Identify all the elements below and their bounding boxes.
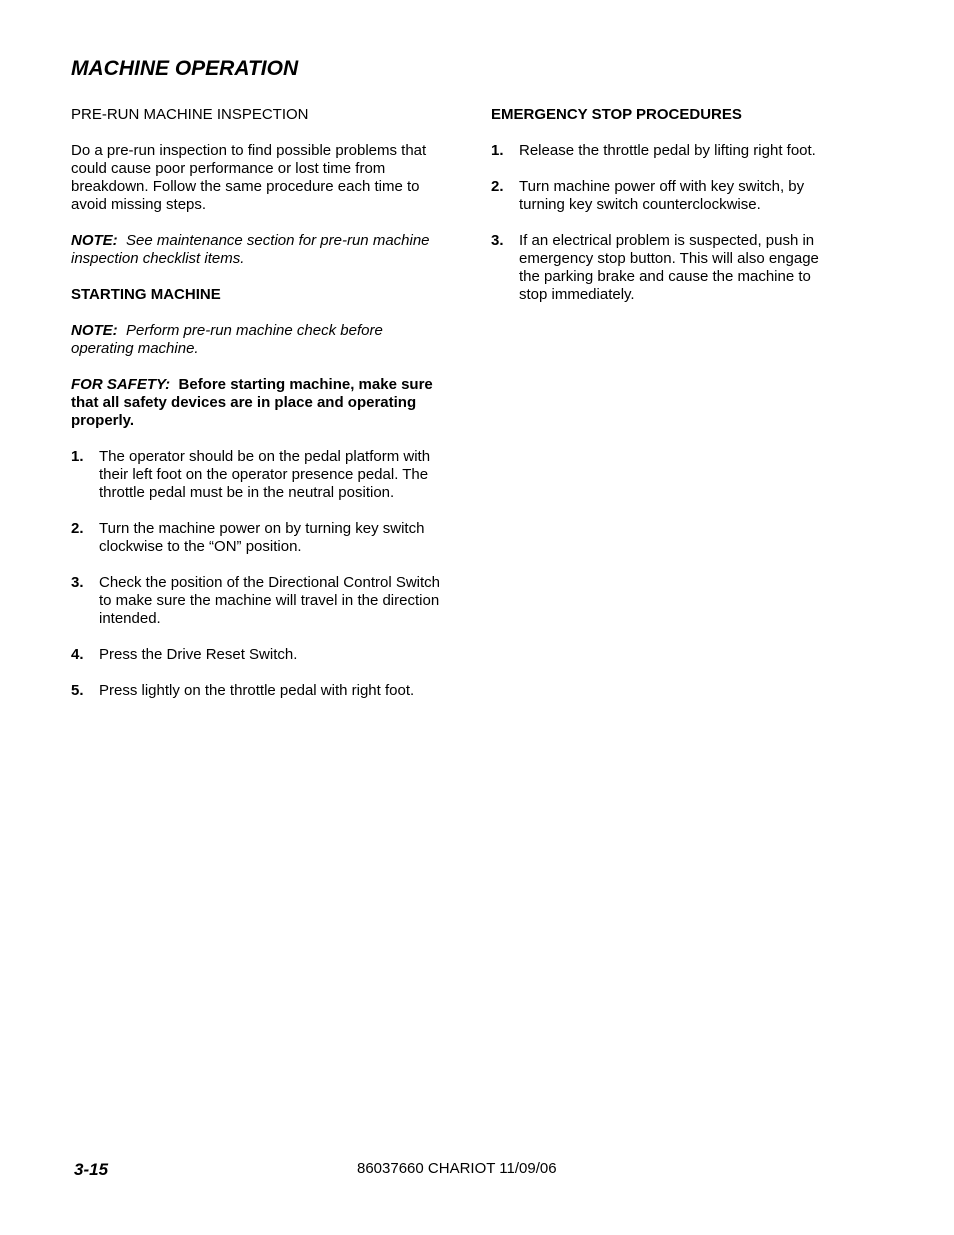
- emergency-step-3: [491, 232, 843, 304]
- left-column: [71, 106, 443, 718]
- page-title: MACHINE OPERATION: [71, 57, 299, 80]
- starting-step-4: [71, 646, 443, 664]
- step-number: 5.: [71, 682, 84, 699]
- step-number: 3.: [71, 574, 84, 591]
- safety-label: FOR SAFETY:: [71, 376, 171, 393]
- emergency-step-1: [491, 142, 843, 160]
- starting-step-1: [71, 448, 443, 502]
- note-text: See maintenance section for pre-run machine inspection checklist items.: [71, 232, 430, 267]
- pre-run-heading: PRE-RUN MACHINE INSPECTION: [71, 106, 309, 123]
- step-number: 3.: [491, 232, 504, 249]
- maintenance-note: [71, 232, 443, 268]
- emergency-stop-heading: EMERGENCY STOP PROCEDURES: [491, 106, 742, 123]
- step-text: Turn machine power off with key switch, by turning key switch counterclockwise.: [519, 178, 805, 213]
- step-text: Turn the machine power on by turning key switch clockwise to the “ON” position.: [99, 520, 425, 555]
- step-number: 1.: [491, 142, 504, 159]
- step-number: 2.: [491, 178, 504, 195]
- starting-step-2: [71, 520, 443, 556]
- step-text: Release the throttle pedal by lifting right foot.: [519, 142, 816, 159]
- step-text: The operator should be on the pedal platform with their left foot on the operator presence pedal. The throttle pedal must be in the neutral position.: [99, 448, 431, 501]
- step-text: Press the Drive Reset Switch.: [99, 646, 298, 663]
- starting-machine-heading: STARTING MACHINE: [71, 286, 221, 303]
- step-number: 2.: [71, 520, 84, 537]
- right-column: [491, 106, 843, 322]
- note-text: Perform pre-run machine check before operating machine.: [71, 322, 383, 357]
- step-number: 1.: [71, 448, 84, 465]
- note-label: NOTE:: [71, 322, 118, 339]
- safety-warning: [71, 376, 443, 430]
- starting-step-3: [71, 574, 443, 628]
- starting-step-5: [71, 682, 443, 700]
- step-number: 4.: [71, 646, 84, 663]
- page-number: 3-15: [74, 1160, 109, 1179]
- pre-run-paragraph: Do a pre-run inspection to find possible problems that could cause poor performance or lost time from breakdown. Follow the same procedure each time to avoid missing steps.: [71, 142, 427, 213]
- step-text: Check the position of the Directional Control Switch to make sure the machine will travel in the direction intended.: [99, 574, 441, 627]
- step-text: If an electrical problem is suspected, push in emergency stop button. This will also engage the parking brake and cause the machine to stop immediately.: [519, 232, 819, 303]
- pre-run-check-note: [71, 322, 443, 358]
- note-label: NOTE:: [71, 232, 118, 249]
- safety-text: Before starting machine, make sure that all safety devices are in place and operating properly.: [71, 376, 433, 429]
- step-text: Press lightly on the throttle pedal with right foot.: [99, 682, 415, 699]
- emergency-step-2: [491, 178, 843, 214]
- document-info: 86037660 CHARIOT 11/09/06: [357, 1160, 557, 1177]
